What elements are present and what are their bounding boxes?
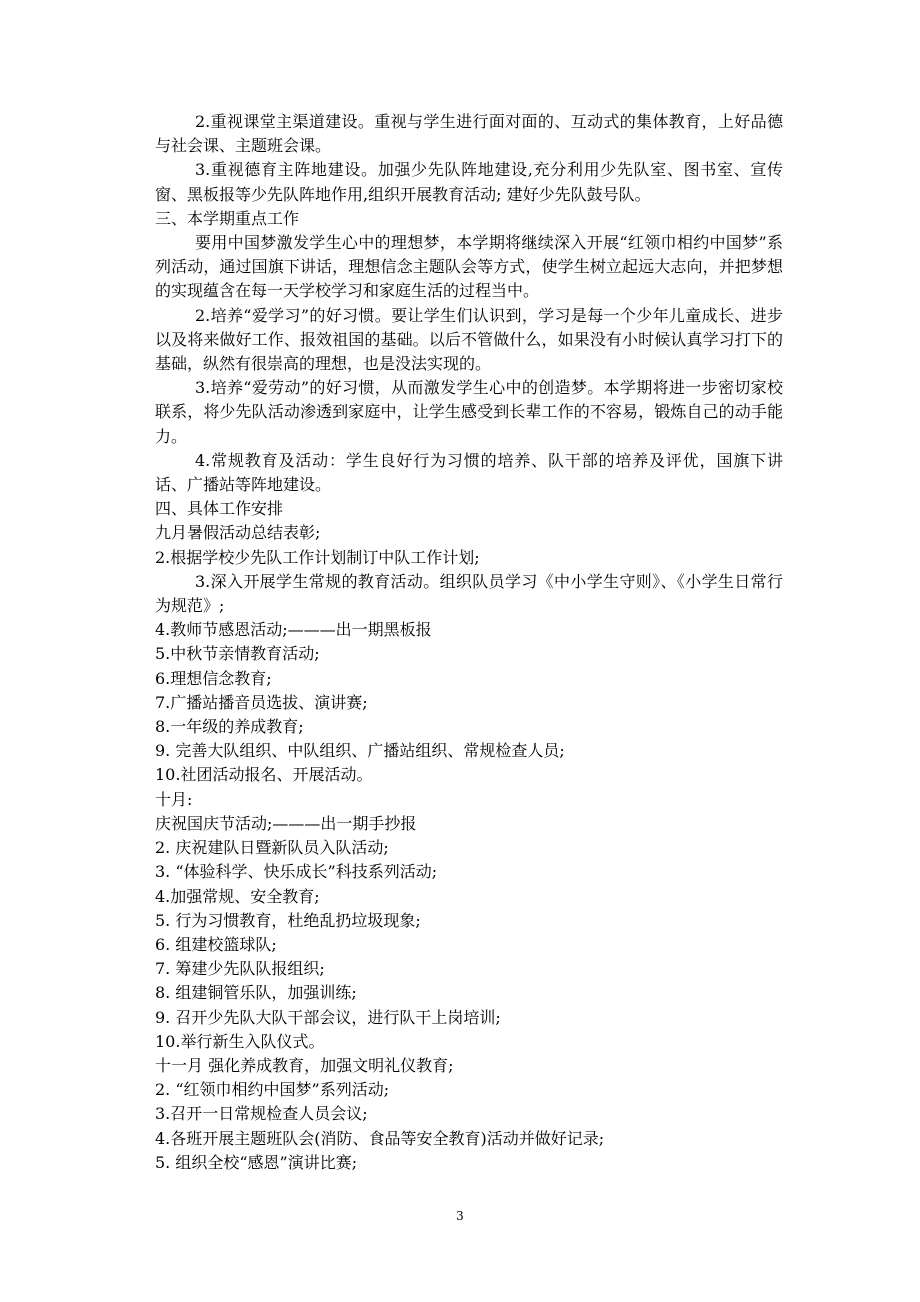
paragraph: 4.各班开展主题班队会(消防、食品等安全教育)活动并做好记录; bbox=[155, 1128, 605, 1148]
paragraph: 三、本学期重点工作 bbox=[155, 208, 300, 228]
paragraph: 3.重视德育主阵地建设。加强少先队阵地建设,充分利用少先队室、图书室、宣传窗、黑板报等少先队阵地作用,组织开展教育活动; 建好少先队鼓号队。 bbox=[155, 160, 783, 204]
paragraph: 3. “体验科学、快乐成长”科技系列活动; bbox=[155, 862, 438, 882]
paragraph: 7. 筹建少先队队报组织; bbox=[155, 959, 325, 979]
paragraph: 6. 组建校篮球队; bbox=[155, 934, 277, 954]
paragraph: 8.一年级的养成教育; bbox=[155, 717, 304, 737]
paragraph: 3.培养“爱劳动”的好习惯，从而激发学生心中的创造梦。本学期将进一步密切家校联系，将少先队活动渗透到家庭中，让学生感受到长辈工作的不容易，锻炼自己的动手能力。 bbox=[155, 378, 783, 446]
paragraph: 四、具体工作安排 bbox=[155, 499, 284, 519]
paragraph: 10.社团活动报名、开展活动。 bbox=[155, 765, 373, 785]
document-body bbox=[155, 110, 783, 1175]
paragraph: 3.深入开展学生常规的教育活动。组织队员学习《中小学生守则》、《小学生日常行为规范》; bbox=[155, 571, 783, 616]
paragraph: 2.根据学校少先队工作计划制订中队工作计划; bbox=[155, 547, 480, 567]
page-number: 3 bbox=[456, 1209, 464, 1223]
paragraph: 十月: bbox=[155, 789, 193, 809]
paragraph: 3.召开一日常规检查人员会议; bbox=[155, 1104, 368, 1124]
paragraph: 十一月 强化养成教育，加强文明礼仪教育; bbox=[155, 1055, 454, 1075]
paragraph: 5. 行为习惯教育，杜绝乱扔垃圾现象; bbox=[155, 910, 421, 930]
paragraph: 7.广播站播音员选拔、演讲赛; bbox=[155, 692, 368, 712]
paragraph: 2. 庆祝建队日暨新队员入队活动; bbox=[155, 838, 389, 858]
paragraph: 4.加强常规、安全教育; bbox=[155, 886, 320, 906]
paragraph: 庆祝国庆节活动;———出一期手抄报 bbox=[155, 813, 417, 833]
paragraph: 5.中秋节亲情教育活动; bbox=[155, 644, 320, 664]
paragraph: 九月暑假活动总结表彰; bbox=[155, 523, 321, 543]
paragraph: 5. 组织全校“感恩”演讲比赛; bbox=[155, 1152, 358, 1172]
paragraph: 10.举行新生入队仪式。 bbox=[155, 1031, 325, 1051]
paragraph: 2.重视课堂主渠道建设。重视与学生进行面对面的、互动式的集体教育，上好品德与社会课、主题班会课。 bbox=[155, 112, 783, 156]
paragraph: 8. 组建铜管乐队，加强训练; bbox=[155, 983, 357, 1003]
paragraph: 4.教师节感恩活动;———出一期黑板报 bbox=[155, 620, 432, 640]
paragraph: 2.培养“爱学习”的好习惯。要让学生们认识到，学习是每一个少年儿童成长、进步以及将来做好工作、报效祖国的基础。以后不管做什么，如果没有小时候认真学习打下的基础，纵然有很崇高的理想，也是没法实现的。 bbox=[155, 305, 783, 374]
paragraph: 4.常规教育及活动：学生良好行为习惯的培养、队干部的培养及评优，国旗下讲话、广播站等阵地建设。 bbox=[155, 450, 783, 495]
paragraph: 2. “红领巾相约中国梦”系列活动; bbox=[155, 1080, 390, 1100]
paragraph: 9. 完善大队组织、中队组织、广播站组织、常规检查人员; bbox=[155, 741, 565, 761]
paragraph: 9. 召开少先队大队干部会议，进行队干上岗培训; bbox=[155, 1007, 501, 1027]
paragraph: 要用中国梦激发学生心中的理想梦，本学期将继续深入开展“红领巾相约中国梦”系列活动，通过国旗下讲话，理想信念主题队会等方式，使学生树立起远大志向，并把梦想的实现蕴含在每一天学校学习和家庭生活的过程当中。 bbox=[155, 233, 783, 301]
paragraph: 6.理想信念教育; bbox=[155, 668, 272, 688]
